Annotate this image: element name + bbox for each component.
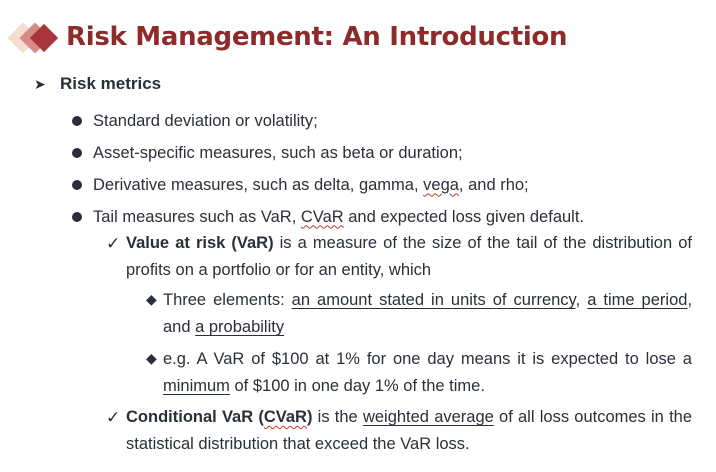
list-item [72,137,584,169]
var-elements: ◆ Three elements: an amount stated in units of currency, a time period, and a probability [146,287,692,341]
cvar-definition: ✓ Conditional VaR (CVaR) is the weighted average of all loss outcomes in the statistical distribution that exceed the VaR loss. [106,404,692,458]
diamond-icon: ◆ [146,291,157,307]
risk-metrics-list [72,105,584,233]
var-definition [106,230,692,284]
list-item-text: Tail measures such as VaR, CVaR and expected loss given default. [93,207,585,226]
arrowhead-icon: ➤ [34,75,46,92]
weighted-average-phrase: weighted average [362,408,494,426]
probability-phrase: a probability [195,318,285,336]
spellcheck-word: vega [423,175,459,194]
check-mark-icon: ✓ [106,408,121,427]
amount-phrase: an amount stated in units of currency [291,291,576,309]
minimum-word: minimum [163,377,230,395]
time-period-phrase: a time period [587,291,688,309]
list-item-text: Standard deviation or volatility; [93,111,318,130]
filled-circle-icon [72,148,82,158]
filled-circle-icon [72,212,82,222]
spellcheck-word: CVaR [300,207,344,226]
section-label: Risk metrics [60,74,162,93]
logo-diamonds-icon [4,20,60,62]
list-item [72,201,584,233]
list-item [72,105,584,137]
list-item-text: Asset-specific measures, such as beta or duration; [93,143,463,162]
filled-circle-icon [72,116,82,126]
page-title: Risk Management: An Introduction [66,22,568,52]
filled-circle-icon [72,180,82,190]
list-item-text: Derivative measures, such as delta, gamma, vega, and rho; [93,175,529,194]
var-definition-text: is a measure of the size of the tail of the distribution of profits on a portfolio or for an entity, which [126,234,692,279]
var-example: ◆ e.g. A VaR of $100 at 1% for one day means it is expected to lose a minimum of $100 in one day 1% of the time. [146,346,692,400]
check-mark-icon: ✓ [106,234,121,253]
list-item [72,169,584,201]
section-heading [34,74,161,94]
diamond-icon: ◆ [146,350,157,366]
cvar-term: Conditional VaR (CVaR) [126,408,313,426]
var-term: Value at risk (VaR) [126,234,274,252]
